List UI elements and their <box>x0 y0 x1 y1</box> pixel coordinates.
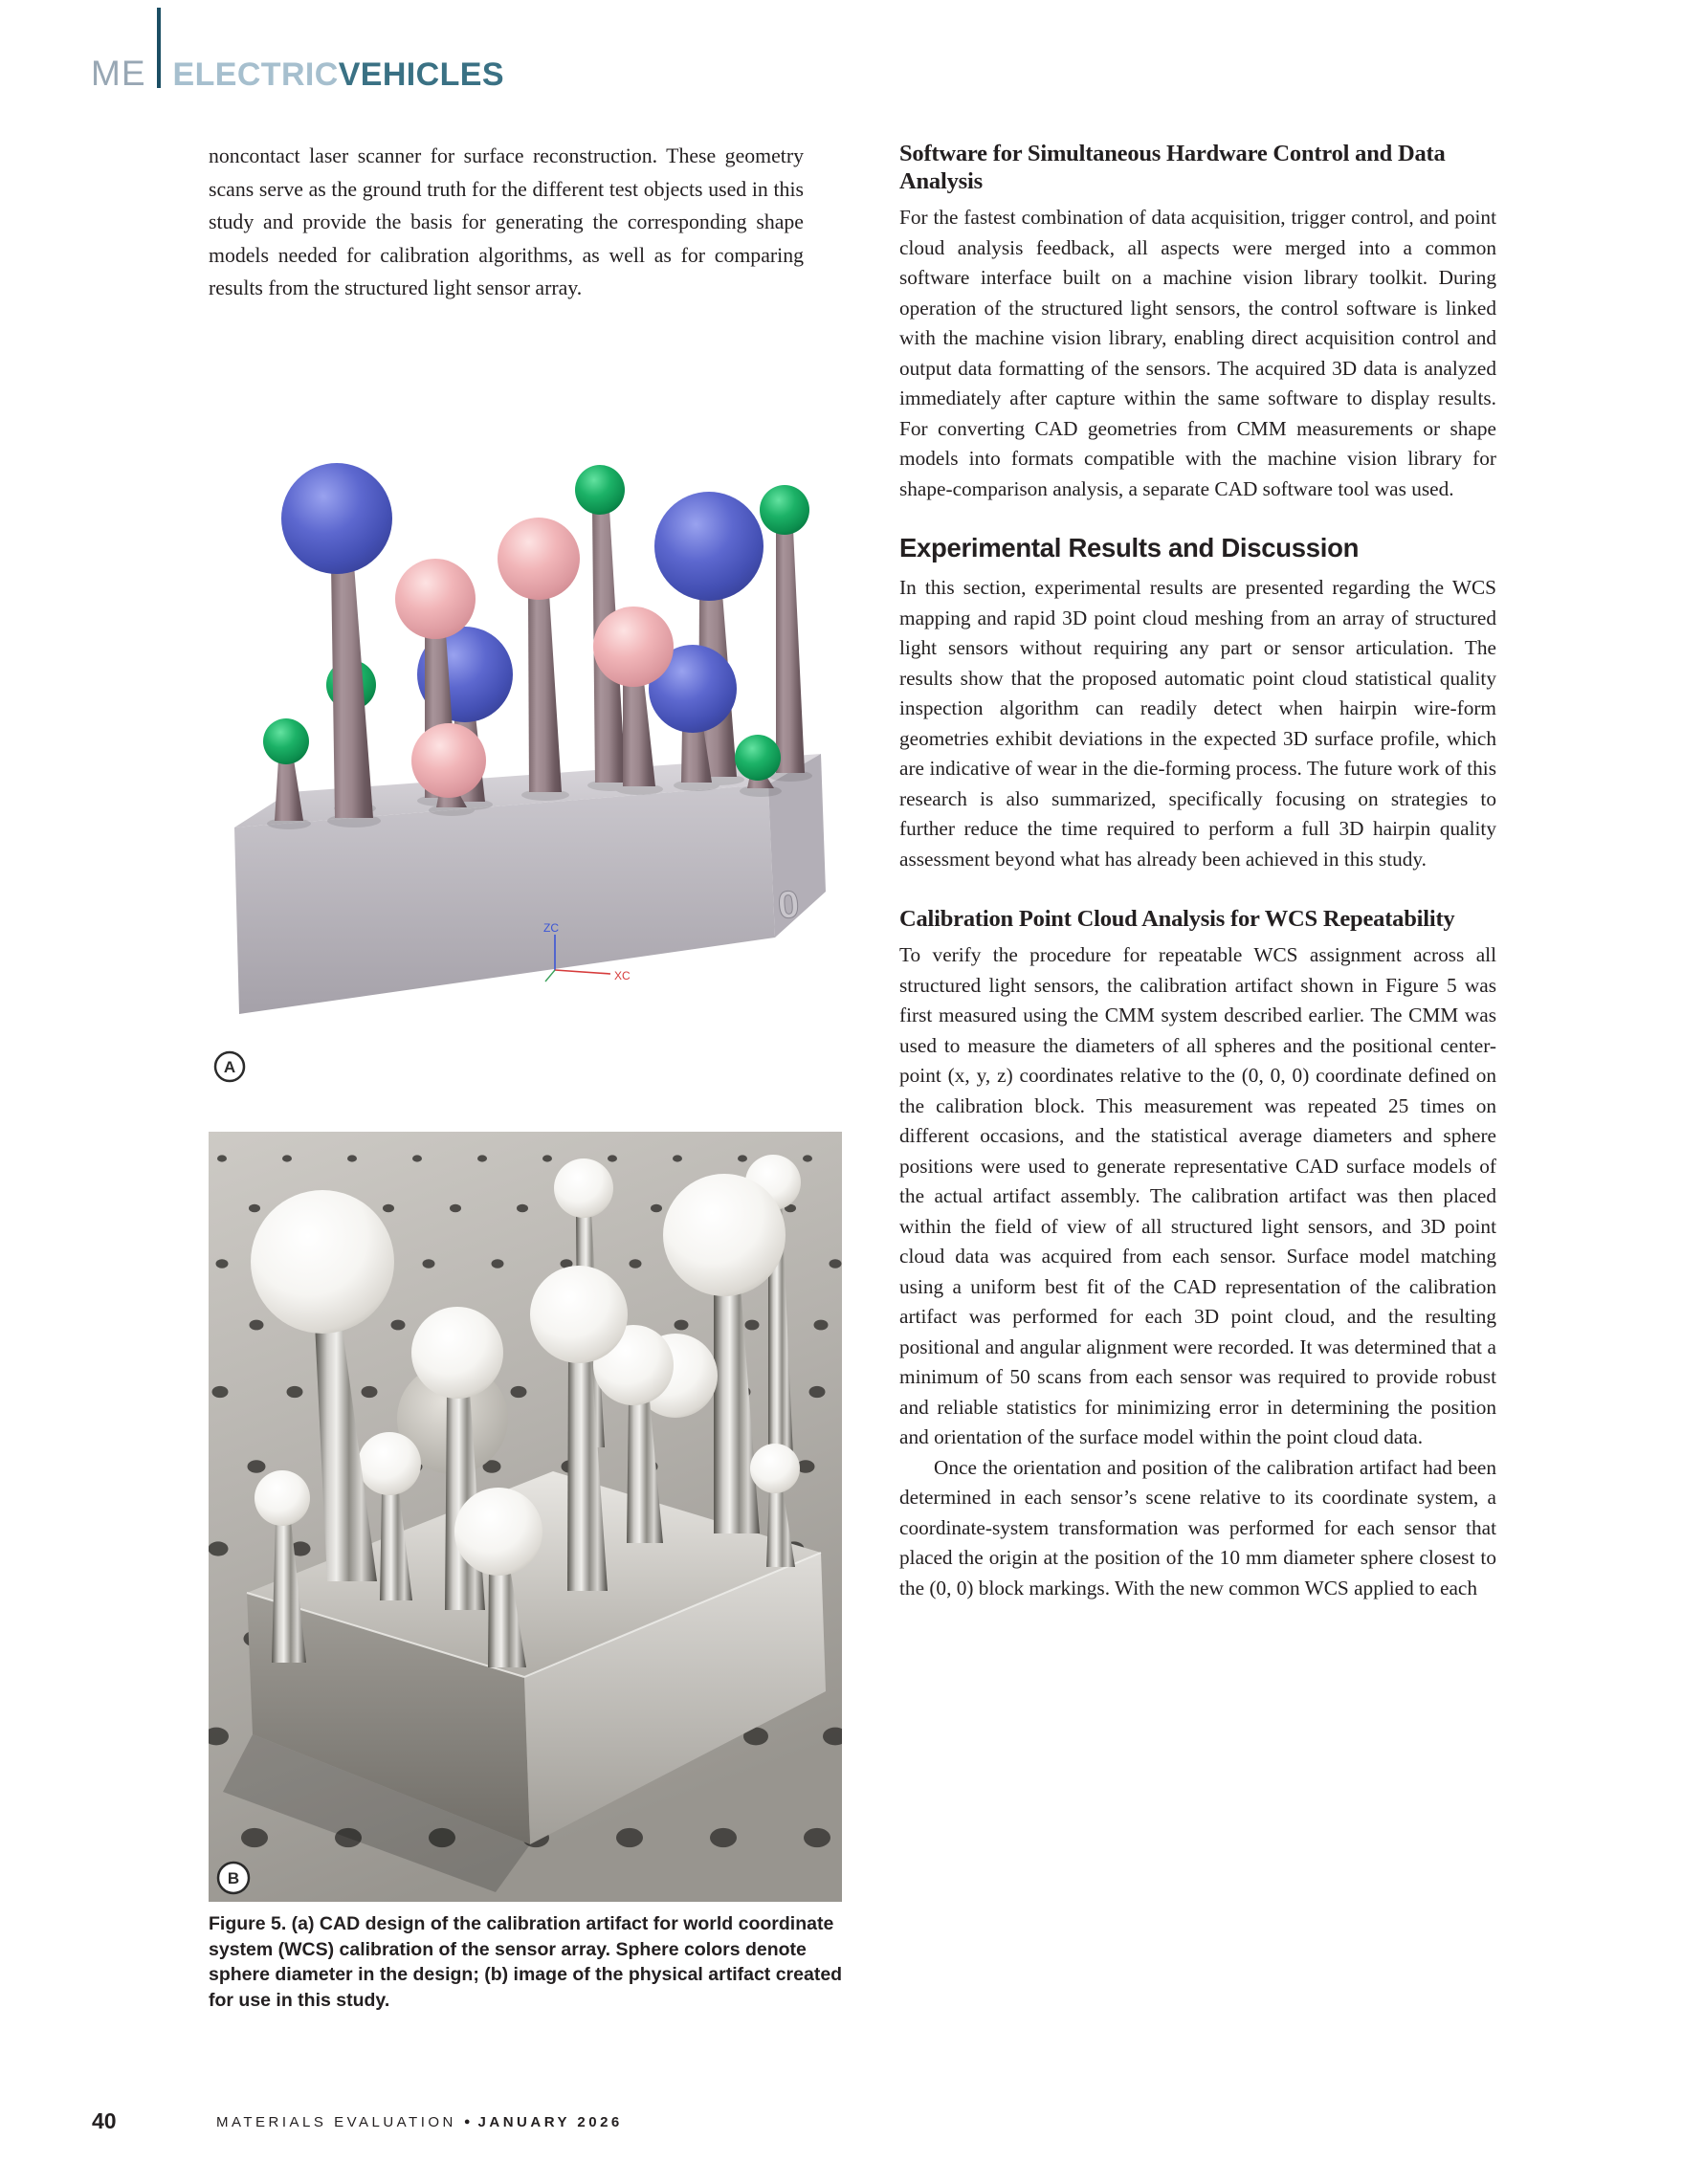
physical-artifact-photo <box>209 1132 842 1902</box>
brand-logo: ME <box>91 53 146 93</box>
photo-sphere <box>554 1158 613 1218</box>
footer-journal-line <box>216 2114 623 2130</box>
photo-sphere <box>663 1174 786 1296</box>
photo-sphere <box>530 1266 628 1363</box>
cad-sphere-pink <box>498 518 580 600</box>
photo-sphere <box>358 1432 421 1495</box>
block-zero-marking: 0 <box>776 883 801 927</box>
cad-sphere-green <box>263 718 309 764</box>
figure-a-label <box>215 1052 244 1081</box>
subsection-heading-software: Software for Simultaneous Hardware Control and Data Analysis <box>899 141 1446 194</box>
photo-sphere <box>454 1488 542 1576</box>
footer-separator-dot: ● <box>463 2116 471 2128</box>
section-heading-experimental-results: Experimental Results and Discussion <box>899 533 1360 563</box>
page-header <box>91 8 504 93</box>
cad-sphere-green <box>760 485 809 535</box>
cad-artifact-illustration <box>209 402 840 1091</box>
body-paragraph-left: noncontact laser scanner for surface reconstruction. These geometry scans serve as the ground truth for the different test objects used in this study and provide the basis for generating the corresponding shape models needed for calibration algorithms, as well as for comparing results from the structured light sensor array. <box>209 144 804 300</box>
cad-sphere-pink <box>411 723 486 798</box>
subsection-heading-calibration: Calibration Point Cloud Analysis for WCS Repeatability <box>899 906 1455 932</box>
section-title-dark: VEHICLES <box>338 55 504 93</box>
body-paragraph-results: In this section, experimental results are presented regarding the WCS mapping and rapid 3D point cloud meshing from an array of structured light sensors without requiring any part or sensor articulation. The results show that the proposed automatic point cloud statistical quality inspection algorithm can readily detect when hairpin wire-form geometries exhibit deviations in the expected 3D surface profile, which are indicative of wear in the die-forming process. The future work of this research is also summarized, specifically focusing on strategies to further reduce the time required to perform a full 3D hairpin quality assessment beyond what has already been achieved in this study. <box>899 576 1496 871</box>
photo-sphere <box>411 1307 503 1399</box>
cad-sphere-pink <box>395 559 476 639</box>
cad-post <box>275 760 303 821</box>
issue-date: JANUARY 2026 <box>477 2114 623 2130</box>
cad-sphere-green <box>575 465 625 515</box>
figure-5a-cad-render <box>209 402 840 1091</box>
axis-x-label: XC <box>614 969 631 982</box>
right-column <box>899 140 1496 1603</box>
photo-sphere <box>251 1190 394 1334</box>
header-divider-bar <box>157 8 161 88</box>
cad-sphere-green <box>735 735 781 781</box>
cad-sphere-blue <box>281 463 392 574</box>
figure-5b-photo <box>209 1132 842 1902</box>
svg-text:A: A <box>223 1058 236 1076</box>
body-paragraph-calibration-1: To verify the procedure for repeatable WCS assignment across all structured light sensors, the calibration artifact shown in Figure 5 was first measured using the CMM system described earlier. The CMM was used to measure the diameters of all spheres and the positional center-point (x, y, z) coordinates relative to the (0, 0, 0) coordinate defined on the calibration block. This measurement was repeated 25 times on different occasions, and the statistical average diameters and sphere positions were used to generate representative CAD surface models of the actual artifact assembly. The calibration artifact was then placed within the field of view of all structured light sensors, and 3D point cloud data was acquired from each sensor. Surface model matching using a uniform best fit of the CAD representation of the calibration artifact was performed for each 3D point cloud, and the resulting positional and angular alignment were recorded. It was determined that a minimum of 50 scans from each sensor was required to provide robust and reliable statistics for minimizing error in determining the position and orientation of the surface model within the point cloud data. <box>899 943 1496 1448</box>
figure-b-label <box>218 1863 249 1893</box>
cad-sphere-pink <box>593 607 674 687</box>
svg-text:B: B <box>227 1869 240 1887</box>
photo-sphere <box>255 1470 310 1526</box>
section-title <box>172 55 504 93</box>
body-paragraph-calibration-2: Once the orientation and position of the calibration artifact had been determined in each sensor’s scene relative to its coordinate system, a coordinate-system transformation was performed for each sensor that placed the origin at the position of the 10 mm diameter sphere closest to the (0, 0) block markings. With the new common WCS applied to each <box>899 1455 1496 1599</box>
axis-z-label: ZC <box>543 921 559 935</box>
cad-post <box>776 529 805 773</box>
cad-posts-and-spheres <box>263 463 809 821</box>
body-paragraph-software: For the fastest combination of data acquisition, trigger control, and point cloud analysis feedback, all aspects were merged into a common software interface built on a machine vision library toolkit. During operation of the structured light sensors, the control software is linked with the machine vision library, enabling direct acquisition control and output data formatting of the sensors. The acquired 3D data is analyzed immediately after capture within the same software to display results. For converting CAD geometries from CMM measurements or shape models into formats compatible with the machine vision library for shape-comparison analysis, a separate CAD software tool was used. <box>899 206 1496 500</box>
section-title-light: ELECTRIC <box>172 55 339 93</box>
photo-sphere <box>750 1444 800 1493</box>
left-column <box>209 140 804 305</box>
journal-name: MATERIALS EVALUATION <box>216 2114 456 2130</box>
cad-post <box>528 593 562 792</box>
page-number: 40 <box>92 2108 117 2133</box>
figure-caption: Figure 5. (a) CAD design of the calibration artifact for world coordinate system (WCS) calibration of the sensor array. Sphere colors denote sphere diameter in the design; (b) image of the physical artifact created for use in this study. <box>209 1913 843 2011</box>
cad-sphere-blue <box>654 492 764 601</box>
